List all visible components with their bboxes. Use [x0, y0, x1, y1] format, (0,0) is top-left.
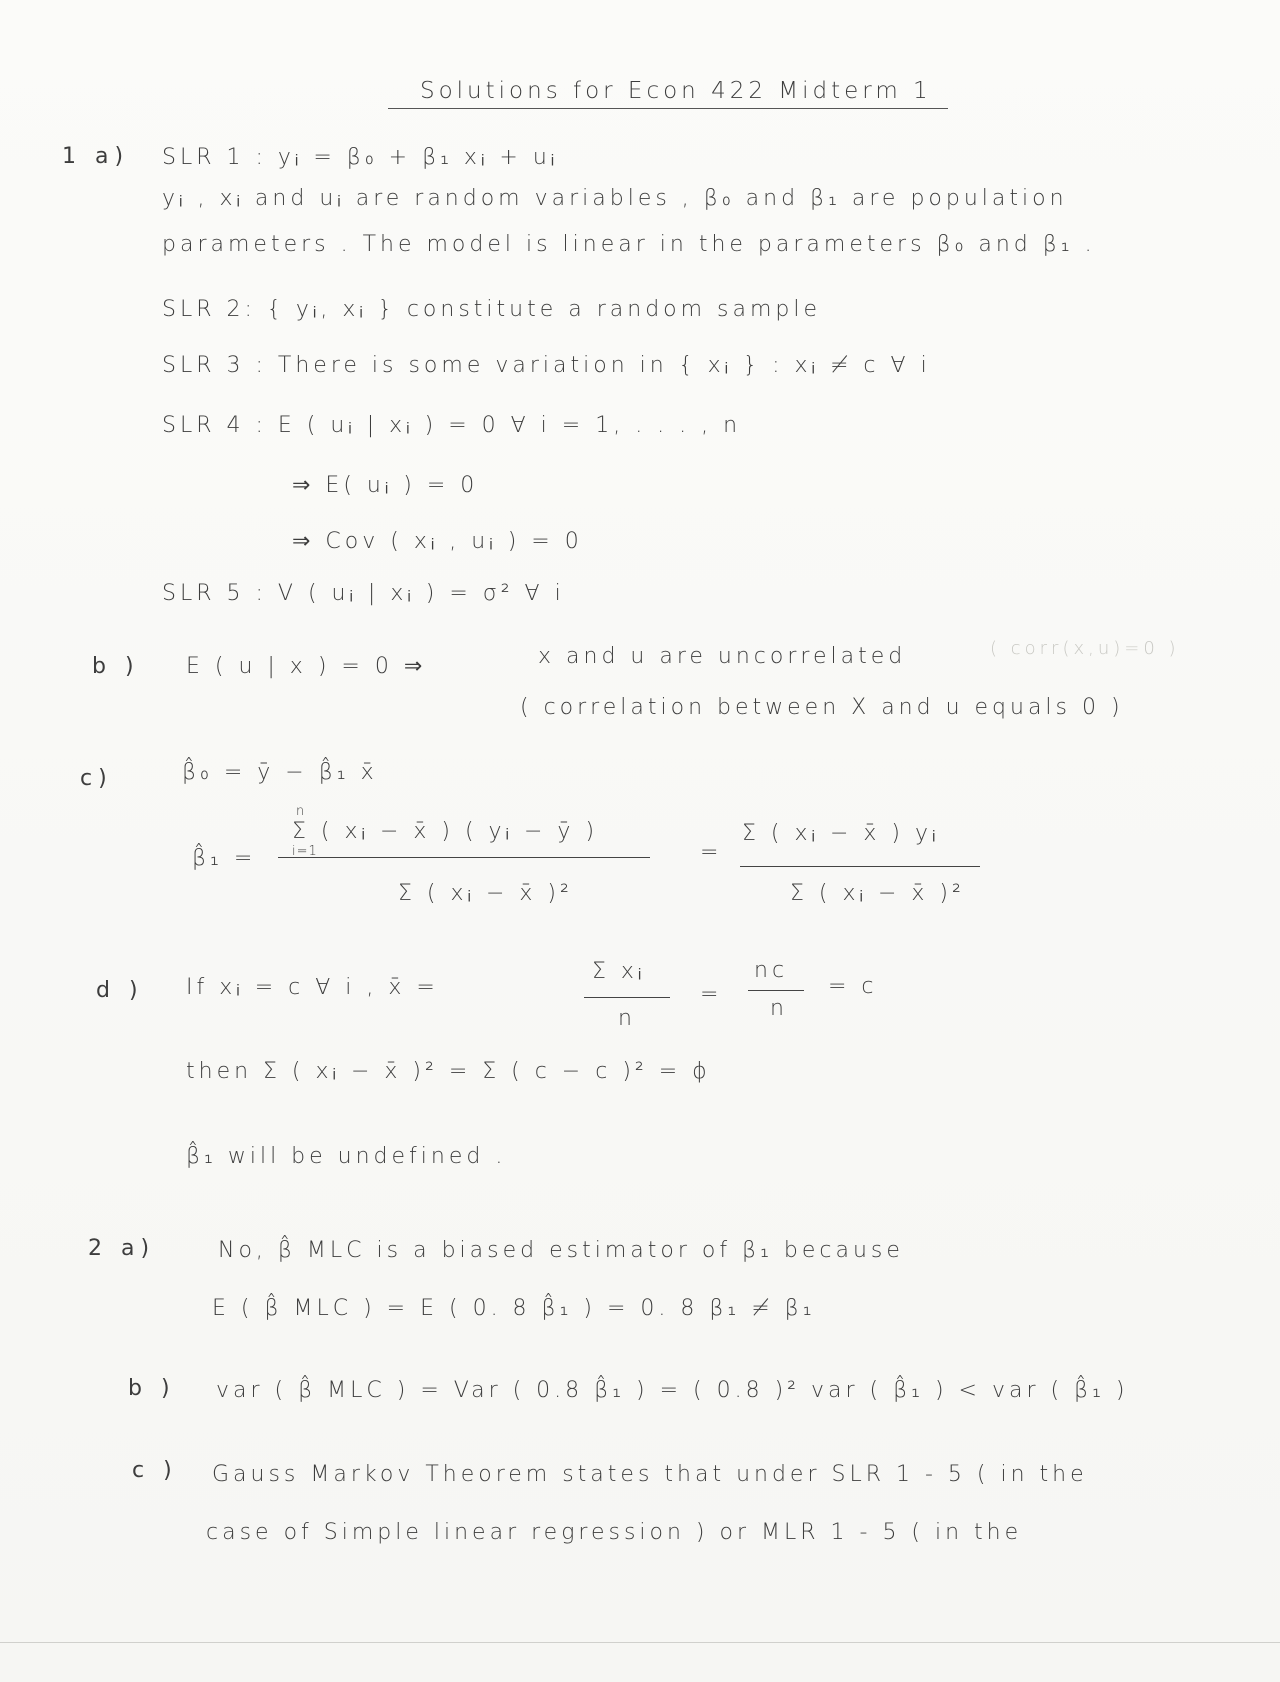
q1d-line1: If xᵢ = c ∀ i , x̄ = — [186, 975, 439, 1000]
q1d-denominator-2: n — [770, 996, 788, 1021]
slr5-line: SLR 5 : V ( uᵢ | xᵢ ) = σ² ∀ i — [162, 581, 565, 606]
sum-limit-bottom: i=1 — [292, 844, 318, 859]
q2c-line2: case of Simple linear regression ) or MLR 1 - 5 ( in the — [206, 1520, 1023, 1545]
beta1-denominator-1: Σ ( xᵢ − x̄ )² — [398, 881, 573, 906]
sum-limit-top: n — [296, 804, 306, 819]
q1a-label: 1 a) — [62, 144, 130, 169]
page-bottom-edge — [0, 1642, 1280, 1643]
q2a-label: 2 a) — [88, 1236, 156, 1261]
beta1-numerator-1: Σ ( xᵢ − x̄ ) ( yᵢ − ȳ ) — [292, 819, 599, 844]
slr1-desc-line2: parameters . The model is linear in the parameters β₀ and β₁ . — [162, 232, 1096, 257]
slr1-desc-line1: yᵢ , xᵢ and uᵢ are random variables , β₀ and β₁ are population — [162, 186, 1068, 211]
slr3-line: SLR 3 : There is some variation in { xᵢ } : xᵢ ≠ c ∀ i — [162, 353, 931, 378]
q1b-faint-note: ( corr(x,u)=0 ) — [990, 638, 1180, 659]
slr4-implication-1: ⇒ E( uᵢ ) = 0 — [292, 473, 479, 498]
q1d-result: = c — [828, 974, 878, 999]
q1d-numerator-2: nc — [754, 958, 789, 983]
beta1-numerator-2: Σ ( xᵢ − x̄ ) yᵢ — [742, 821, 940, 846]
q1d-denominator: n — [618, 1006, 636, 1031]
fraction-bar-3 — [584, 997, 670, 998]
q1c-label: c) — [80, 766, 113, 791]
q1d-label: d ) — [96, 978, 144, 1003]
q1d-line2: then Σ ( xᵢ − x̄ )² = Σ ( c − c )² = ϕ — [186, 1059, 711, 1084]
q2b-line: var ( β̂ MLC ) = Var ( 0.8 β̂₁ ) = ( 0.8 )² var ( β̂₁ ) < var ( β̂₁ ) — [216, 1378, 1129, 1403]
q1d-equals: = — [700, 982, 723, 1007]
beta1-denominator-2: Σ ( xᵢ − x̄ )² — [790, 881, 965, 906]
q2b-label: b ) — [128, 1376, 176, 1401]
fraction-bar-1 — [278, 857, 650, 858]
slr4-line: SLR 4 : E ( uᵢ | xᵢ ) = 0 ∀ i = 1, . . . , n — [162, 413, 742, 438]
slr1-line: SLR 1 : yᵢ = β₀ + β₁ xᵢ + uᵢ — [162, 145, 559, 170]
q1b-equation: E ( u | x ) = 0 ⇒ — [186, 654, 427, 679]
beta0-hat-formula: β̂₀ = ȳ − β̂₁ x̄ — [182, 760, 378, 785]
q1d-numerator: Σ xᵢ — [592, 959, 646, 984]
q1b-label: b ) — [92, 654, 140, 679]
title-underline — [388, 108, 948, 109]
equals-sign-c: = — [700, 840, 723, 865]
fraction-bar-4 — [748, 990, 804, 991]
page-title: Solutions for Econ 422 Midterm 1 — [420, 78, 932, 104]
q1d-line3: β̂₁ will be undefined . — [186, 1144, 507, 1169]
slr2-line: SLR 2: { yᵢ, xᵢ } constitute a random sample — [162, 297, 822, 322]
fraction-bar-2 — [740, 866, 980, 867]
slr4-implication-2: ⇒ Cov ( xᵢ , uᵢ ) = 0 — [292, 529, 583, 554]
beta1-hat-lhs: β̂₁ = — [192, 846, 257, 871]
q2c-label: c ) — [132, 1458, 178, 1483]
q2a-line2: E ( β̂ MLC ) = E ( 0. 8 β̂₁ ) = 0. 8 β₁ ≠ β₁ — [212, 1296, 816, 1321]
q2c-line1: Gauss Markov Theorem states that under SLR 1 - 5 ( in the — [212, 1462, 1088, 1487]
q1b-parenthetical: ( correlation between X and u equals 0 ) — [520, 695, 1124, 720]
q1b-text: x and u are uncorrelated — [538, 644, 907, 669]
q2a-line1: No, β̂ MLC is a biased estimator of β₁ because — [218, 1238, 904, 1263]
